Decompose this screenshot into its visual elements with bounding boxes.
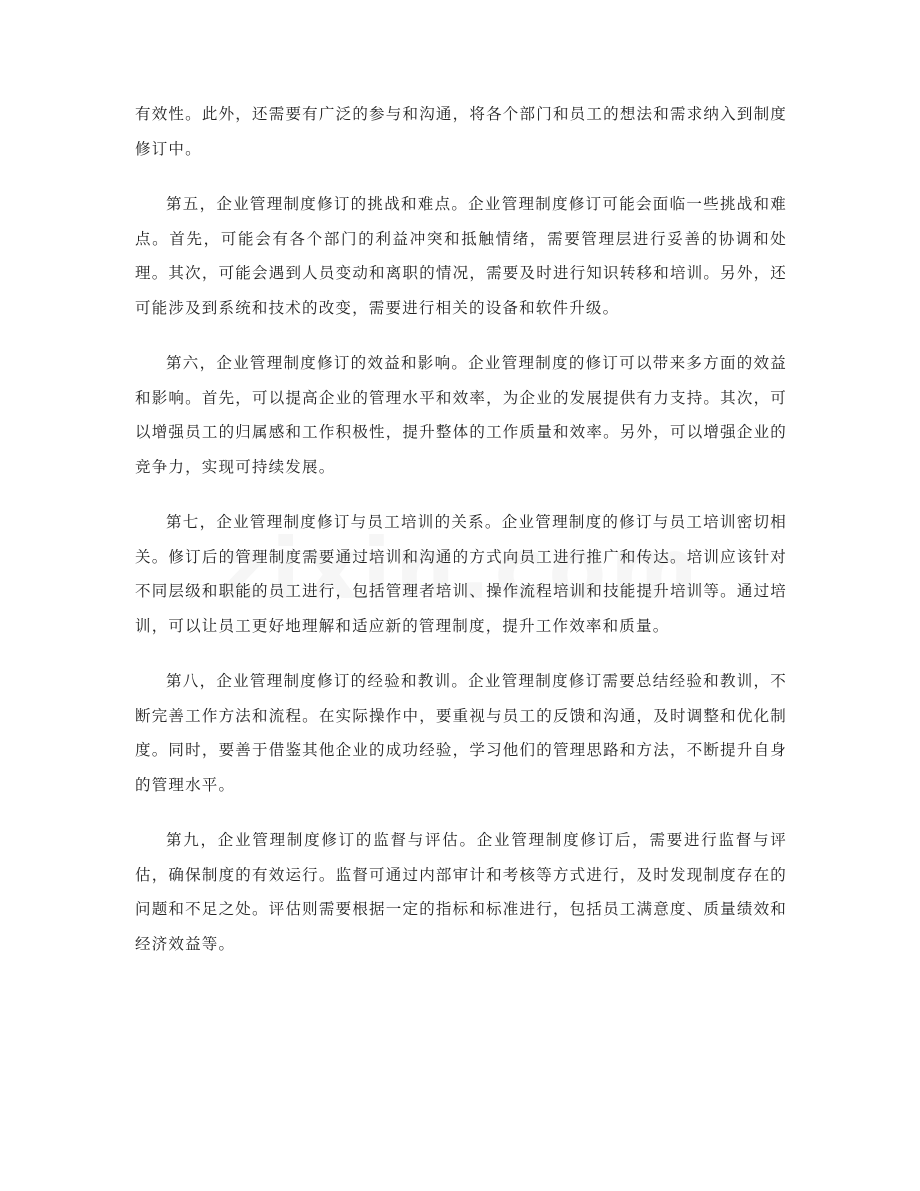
paragraph-1: 有效性。此外，还需要有广泛的参与和沟通，将各个部门和员工的想法和需求纳入到制度修订中。 — [135, 105, 787, 158]
paragraph-4: 第七，企业管理制度修订与员工培训的关系。企业管理制度的修订与员工培训密切相关。修订后的管理制度需要通过培训和沟通的方式向员工进行推广和传达。培训应该针对不同层级和职能的员工进行，包括管理者培训、操作流程培训和技能提升培训等。通过培训，可以让员工更好地理解和适应新的管理制度，提升工作效率和质量。 — [135, 513, 787, 635]
paragraph-5: 第八，企业管理制度修订的经验和教训。企业管理制度修订需要总结经验和教训，不断完善工作方法和流程。在实际操作中，要重视与员工的反馈和沟通，及时调整和优化制度。同时，要善于借鉴其他企业的成功经验，学习他们的管理思路和方法，不断提升自身的管理水平。 — [135, 672, 787, 794]
paragraph-3: 第六，企业管理制度修订的效益和影响。企业管理制度的修订可以带来多方面的效益和影响。首先，可以提高企业的管理水平和效率，为企业的发展提供有力支持。其次，可以增强员工的归属感和工作积极性，提升整体的工作质量和效率。另外，可以增强企业的竞争力，实现可持续发展。 — [135, 354, 787, 476]
paragraph-6: 第九，企业管理制度修订的监督与评估。企业管理制度修订后，需要进行监督与评估，确保制度的有效运行。监督可通过内部审计和考核等方式进行，及时发现制度存在的问题和不足之处。评估则需要根据一定的指标和标准进行，包括员工满意度、质量绩效和经济效益等。 — [135, 831, 787, 953]
paragraph-2: 第五，企业管理制度修订的挑战和难点。企业管理制度修订可能会面临一些挑战和难点。首先，可能会有各个部门的利益冲突和抵触情绪，需要管理层进行妥善的协调和处理。其次，可能会遇到人员变动和离职的情况，需要及时进行知识转移和培训。另外，还可能涉及到系统和技术的改变，需要进行相关的设备和软件升级。 — [135, 195, 787, 317]
document-body — [135, 97, 787, 982]
